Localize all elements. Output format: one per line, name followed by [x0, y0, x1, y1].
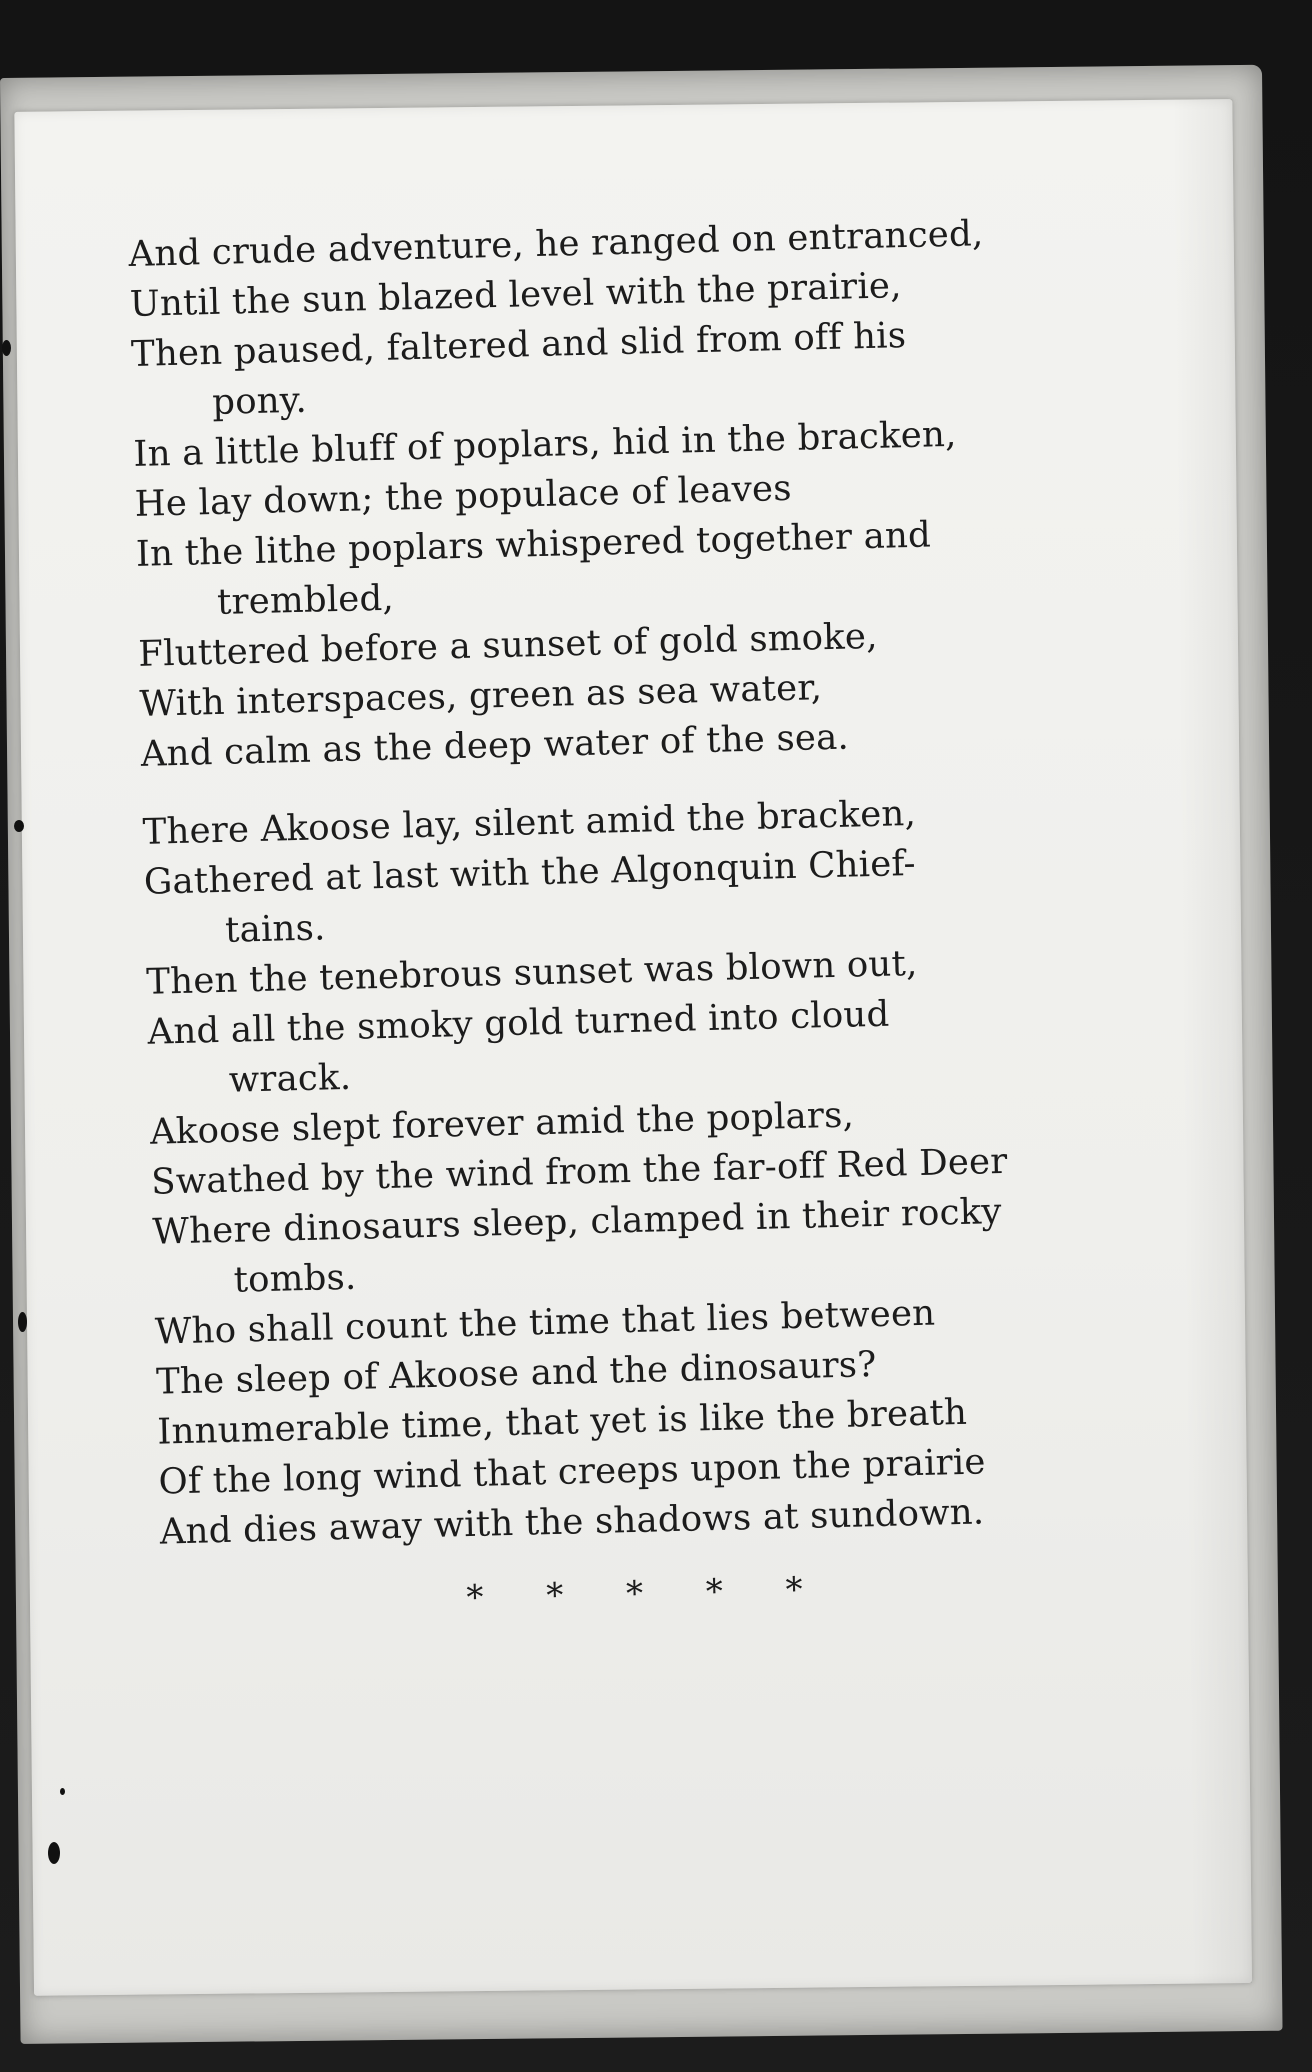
poem-text: [128, 208, 1082, 1626]
poem-line: Gathered at last with the Algonquin Chief-: [143, 842, 917, 903]
stanza-2: [142, 785, 1080, 1557]
poem-line: And calm as the deep water of the sea.: [140, 716, 850, 775]
poem-line: Then paused, faltered and slid from off his: [130, 315, 907, 375]
poem-line: Akoose slept forever amid the poplars,: [149, 1094, 855, 1153]
page-edge-shadow: [1172, 99, 1252, 1984]
poem-line: He lay down; the populace of leaves: [134, 467, 793, 525]
poem-line: Where dinosaurs sleep, clamped in their rocky: [151, 1190, 1003, 1253]
binding-speck: [18, 1312, 27, 1332]
poem-line: With interspaces, green as sea water,: [139, 667, 823, 725]
poem-line: Fluttered before a sunset of gold smoke,: [137, 615, 879, 675]
binding-speck: [48, 1842, 60, 1864]
poem-line: In a little bluff of poplars, hid in the bracken,: [132, 413, 958, 475]
poem-line: pony.: [211, 379, 308, 423]
poem-line: And all the smoky gold turned into cloud: [147, 993, 890, 1053]
stanza-1: [128, 208, 1061, 780]
poem-line: Who shall count the time that lies between: [154, 1292, 936, 1353]
binding-speck: [14, 820, 24, 832]
binding-speck: [2, 340, 11, 356]
poem-line: The sleep of Akoose and the dinosaurs?: [155, 1344, 877, 1403]
poem-line: Swathed by the wind from the far-off Red Deer: [150, 1140, 1008, 1203]
poem-line: There Akoose lay, silent amid the bracken,: [142, 792, 917, 853]
poem-line: Until the sun blazed level with the prairie,: [129, 265, 903, 325]
poem-line: Of the long wind that creeps upon the prairie: [158, 1441, 987, 1503]
poem-line: Then the tenebrous sunset was blown out,: [145, 942, 918, 1003]
poem-line: In the lithe poplars whispered together and: [135, 514, 932, 575]
poem-line: And dies away with the shadows at sundown.: [159, 1491, 985, 1553]
section-end-asterisks: * * * * *: [466, 1569, 830, 1619]
poem-line: wrack.: [228, 1056, 352, 1101]
poem-line: tains.: [224, 907, 326, 951]
poem-line: trembled,: [216, 577, 395, 623]
binding-speck: [60, 1788, 65, 1795]
poem-line: Innumerable time, that yet is like the breath: [156, 1391, 968, 1453]
poem-line: tombs.: [233, 1256, 357, 1301]
poem-line: And crude adventure, he ranged on entranced,: [128, 213, 984, 275]
